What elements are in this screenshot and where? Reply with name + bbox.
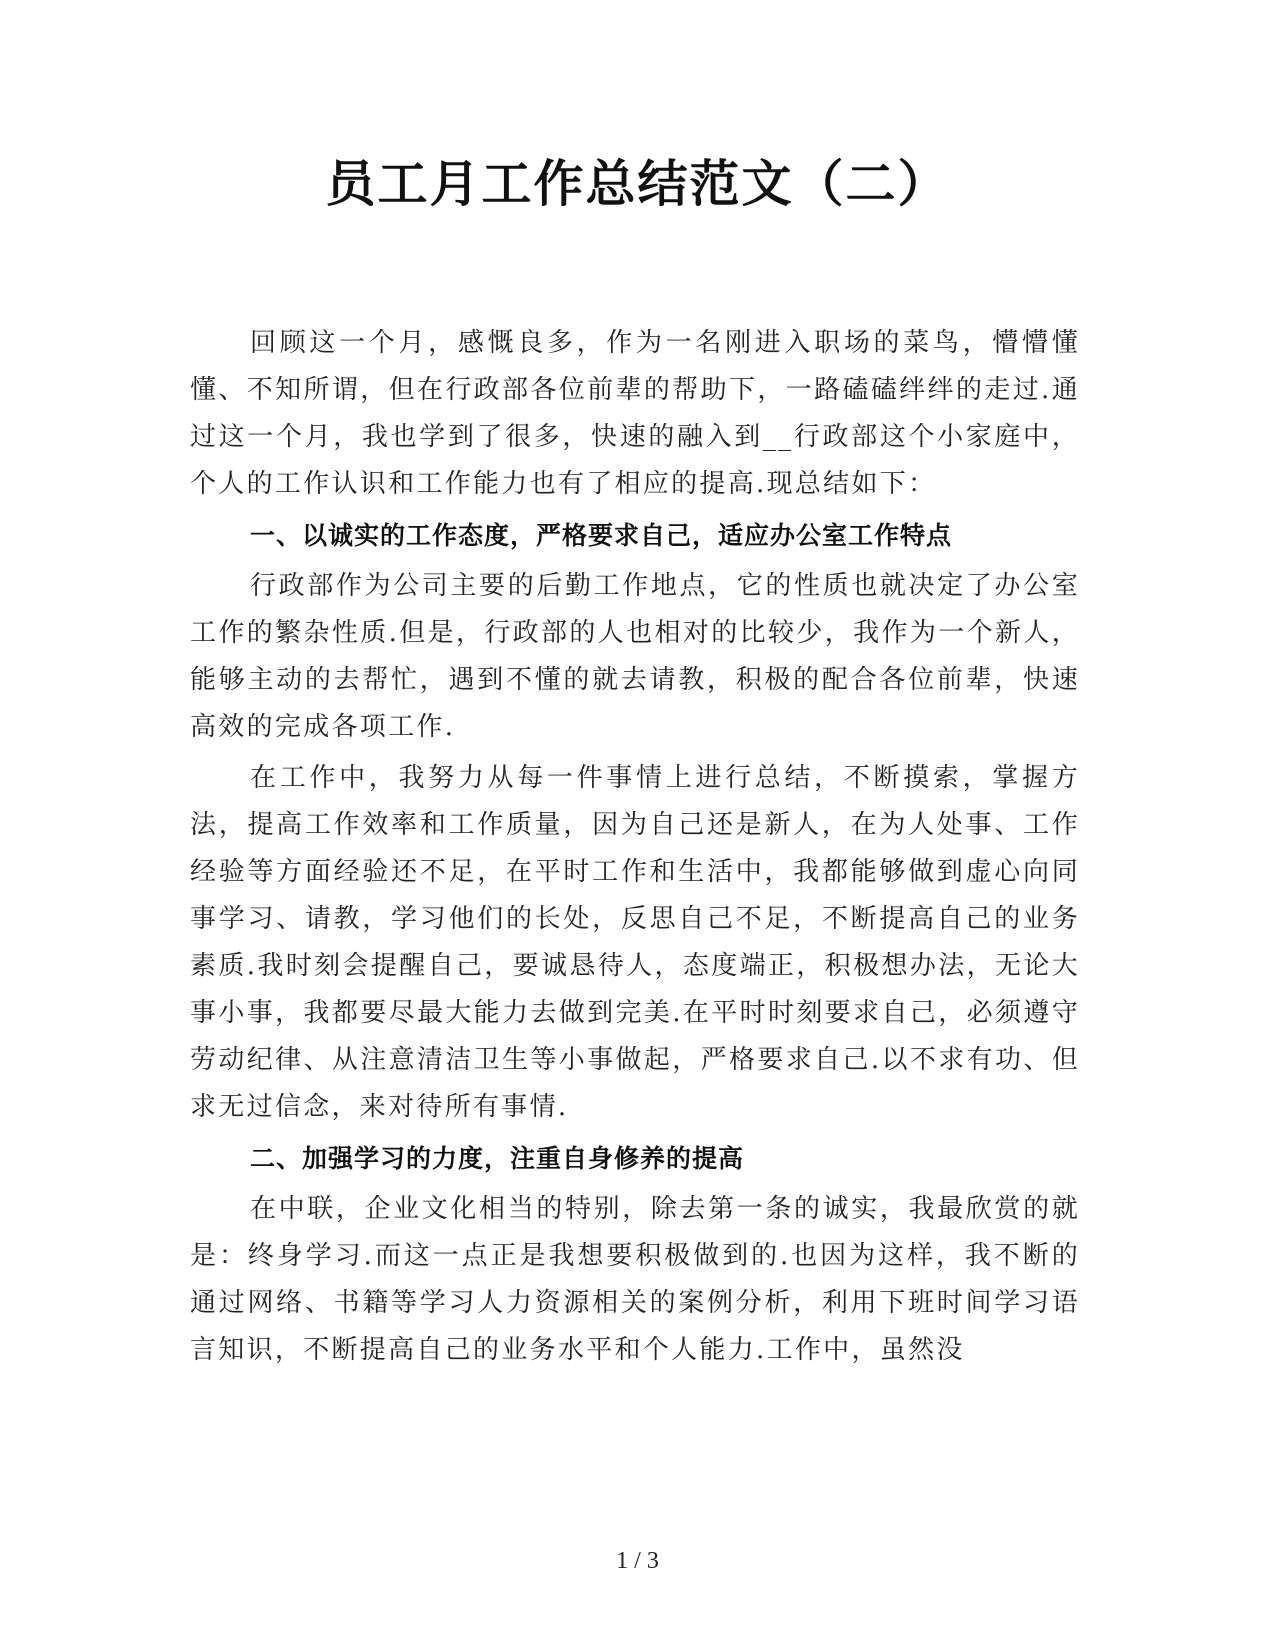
section-heading-1: 一、以诚实的工作态度，严格要求自己，适应办公室工作特点	[250, 521, 953, 550]
paragraph-section1-b: 在工作中，我努力从每一件事情上进行总结，不断摸索，掌握方法，提高工作效率和工作质量，因为自己还是新人，在为人处事、工作经验等方面经验还不足，在平时工作和生活中，我都能够做到虚心向同事学习、请教，学习他们的长处，反思自己不足，不断提高自己的业务素质.我时刻会提醒自己，要诚恳待人，态度端正，积极想办法，无论大事小事，我都要尽最大能力去做到完美.在平时时刻要求自己，必须遵守劳动纪律、从注意清洁卫生等小事做起，严格要求自己.以不求有功、但求无过信念，来对待所有事情.	[190, 763, 1080, 1122]
document-title: 员工月工作总结范文（二）	[325, 154, 950, 213]
page-number: 1 / 3	[616, 1548, 659, 1574]
paragraph-section2-a: 在中联，企业文化相当的特别，除去第一条的诚实，我最欣赏的就是：终身学习.而这一点正是我想要积极做到的.也因为这样，我不断的通过网络、书籍等学习人力资源相关的案例分析，利用下班时间学习语言知识，不断提高自己的业务水平和个人能力.工作中，虽然没	[190, 1194, 1080, 1365]
section-heading-2: 二、加强学习的力度，注重自身修养的提高	[250, 1144, 745, 1173]
paragraph-intro: 回顾这一个月，感慨良多，作为一名刚进入职场的菜鸟，懵懵懂懂、不知所谓，但在行政部各位前辈的帮助下，一路磕磕绊绊的走过.通过这一个月，我也学到了很多，快速的融入到__行政部这个小家庭中，个人的工作认识和工作能力也有了相应的提高.现总结如下：	[190, 328, 1080, 499]
document-body	[190, 320, 1080, 1378]
paragraph-section1-a: 行政部作为公司主要的后勤工作地点，它的性质也就决定了办公室工作的繁杂性质.但是，行政部的人也相对的比较少，我作为一个新人，能够主动的去帮忙，遇到不懂的就去请教，积极的配合各位前辈，快速高效的完成各项工作.	[190, 571, 1080, 742]
